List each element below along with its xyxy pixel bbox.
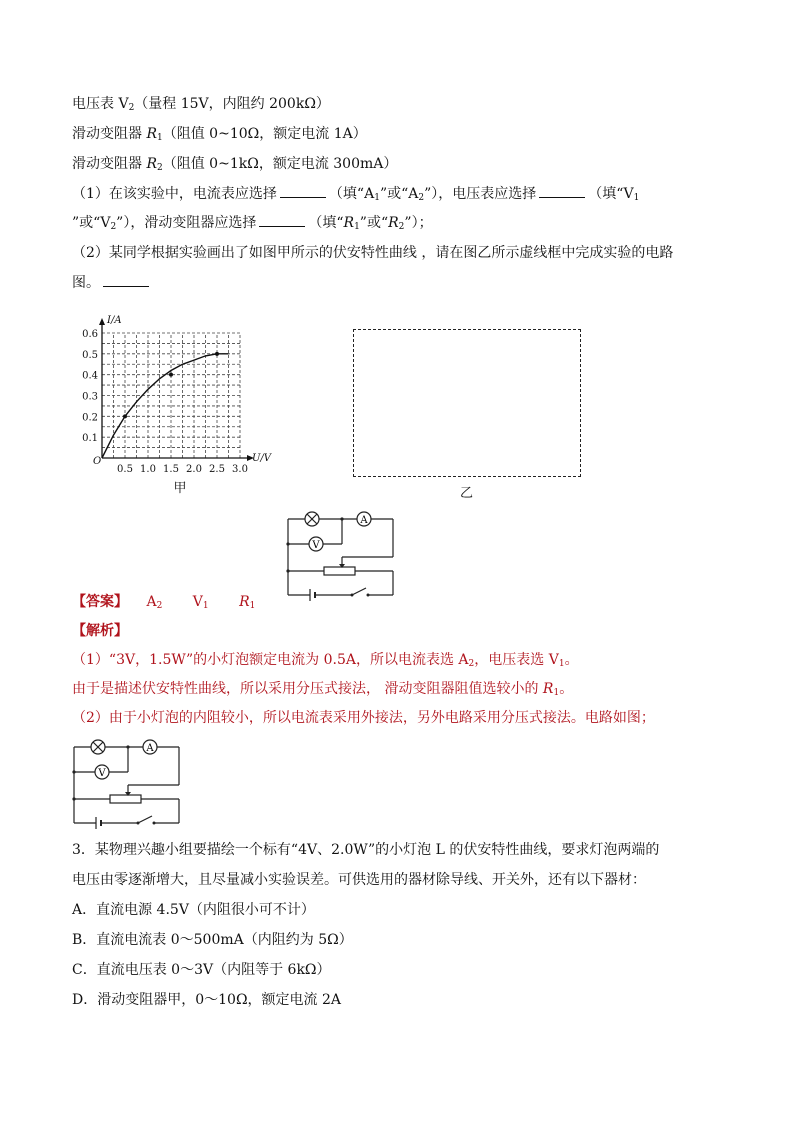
answer-blank	[280, 185, 326, 198]
analysis-line-1: （1）“3V，1.5W”的小灯泡额定电流为 0.5A，所以电流表选 $A_2$，电压表选 $V_1$。	[72, 652, 579, 669]
x-tick-label: 0.5	[117, 464, 133, 475]
figure-a-caption: 甲	[173, 481, 187, 496]
y-tick-label: 0.1	[82, 433, 98, 445]
y-axis-label: I/A	[107, 315, 122, 326]
x-axis-label: U/V	[252, 453, 272, 464]
question-2-line-2: 图。	[72, 273, 152, 293]
x-tick-label: 3.0	[232, 464, 248, 475]
question-3-line-1: 3．某物理兴趣小组要描绘一个标有“4V、2.0W”的小灯泡 L 的伏安特性曲线，要求灯泡两端的	[72, 842, 660, 858]
y-tick-label: 0.4	[82, 370, 98, 382]
equipment-r1: 滑动变阻器 $R_1$（阻值 0~10Ω，额定电流 1A）	[72, 126, 367, 143]
y-tick-label: 0.6	[82, 329, 98, 340]
x-tick-label: 2.5	[209, 464, 225, 475]
question-2-line-1: （2）某同学根据实验画出了如图甲所示的伏安特性曲线 ，请在图乙所示虚线框中完成实验的电路	[72, 245, 674, 261]
dashed-circuit-box	[353, 329, 581, 477]
analysis-label: 【解析】	[72, 623, 128, 639]
answer-blank	[259, 214, 305, 227]
answer-blank	[539, 185, 585, 198]
analysis-line-2: 由于是描述伏安特性曲线，所以采用分压式接法， 滑动变阻器阻值选较小的 $R_1$。	[72, 681, 574, 698]
circuit-diagram-analysis	[66, 733, 191, 833]
question-3-line-2: 电压由零逐渐增大，且尽量减小实验误差。可供选用的器材除导线、开关外，还有以下器材：	[72, 872, 646, 888]
data-point	[169, 373, 173, 377]
circuit-diagram-answer	[280, 505, 405, 605]
analysis-line-3: （2）由于小灯泡的内阻较小，所以电流表采用外接法，另外电路采用分压式接法。电路如图；	[72, 710, 655, 726]
figure-b-caption: 乙	[460, 486, 474, 501]
answer-label: 【答案】	[72, 594, 128, 610]
x-tick-label: 1.0	[140, 464, 156, 475]
y-axis-arrow	[99, 318, 105, 325]
option-a: A．直流电源 4.5V（内阻很小可不计）	[72, 902, 315, 918]
ammeter-label: A	[146, 743, 154, 754]
origin-label: O	[93, 456, 102, 467]
data-point	[123, 414, 127, 418]
answer-row: 【答案】 $A_2$ $V_1$ $R_1$	[72, 594, 256, 611]
option-c: C．直流电压表 0～3V（内阻等于 6kΩ）	[72, 962, 331, 978]
y-tick-label: 0.2	[82, 412, 98, 424]
data-point	[215, 352, 219, 356]
x-tick-label: 1.5	[163, 464, 179, 475]
ammeter-label: A	[360, 515, 368, 526]
y-tick-label: 0.5	[82, 349, 98, 361]
equipment-v2: 电压表 $V_2$（量程 15V，内阻约 200kΩ）	[72, 96, 330, 113]
option-d: D．滑动变阻器甲，0～10Ω，额定电流 2A	[72, 992, 342, 1008]
x-tick-label: 2.0	[186, 464, 202, 475]
question-1-line-1: （1）在该实验中，电流表应选择 （填“$A_1$”或“$A_2$”），电压表应选择 （填“$V_1$	[72, 186, 640, 203]
voltmeter-label: V	[312, 540, 320, 551]
y-tick-label: 0.3	[82, 391, 98, 403]
option-b: B．直流电流表 0～500mA（内阻约为 5Ω）	[72, 932, 353, 948]
answer-blank	[103, 274, 149, 287]
equipment-r2: 滑动变阻器 $R_2$（阻值 0~1kΩ，额定电流 300mA）	[72, 156, 398, 173]
voltmeter-label: V	[98, 768, 106, 779]
question-1-line-2: ”或“$V_2$”），滑动变阻器应选择 （填“$R_1$”或“$R_2$”）；	[72, 215, 433, 232]
iu-chart	[70, 306, 280, 496]
